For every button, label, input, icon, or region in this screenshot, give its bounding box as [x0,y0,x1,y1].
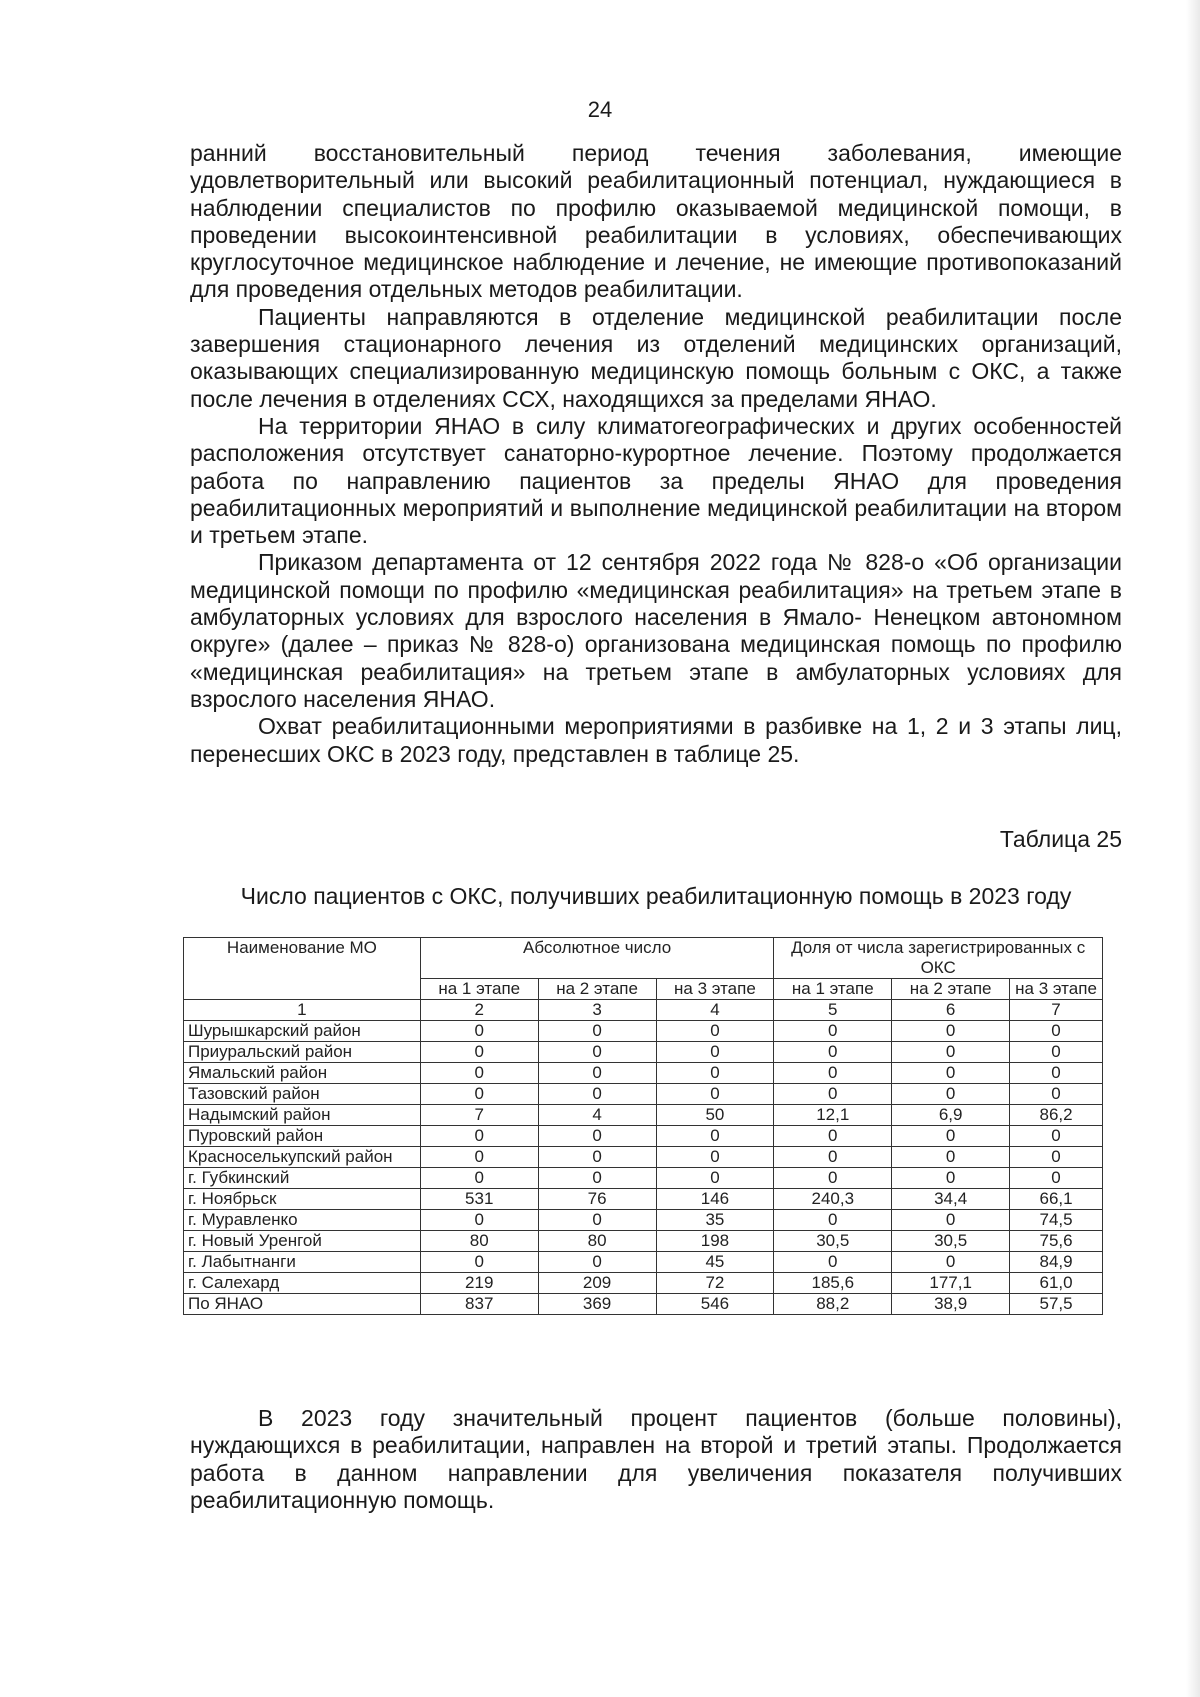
value-cell: 0 [420,1147,538,1168]
table-row [184,1021,1103,1042]
value-cell: 369 [538,1294,656,1315]
value-cell: 38,9 [892,1294,1010,1315]
header-absolute: Абсолютное число [420,938,774,979]
value-cell: 0 [420,1210,538,1231]
value-cell: 4 [538,1105,656,1126]
value-cell: 0 [420,1126,538,1147]
value-cell: 84,9 [1010,1252,1103,1273]
value-cell: 0 [538,1210,656,1231]
value-cell: 0 [420,1063,538,1084]
value-cell: 12,1 [774,1105,892,1126]
value-cell: 0 [656,1084,774,1105]
table-row [184,1168,1103,1189]
table-row [184,1126,1103,1147]
column-number: 6 [892,1000,1010,1021]
value-cell: 0 [1010,1084,1103,1105]
header-stage: на 1 этапе [420,979,538,1000]
value-cell: 66,1 [1010,1189,1103,1210]
value-cell: 0 [420,1168,538,1189]
value-cell: 0 [538,1063,656,1084]
paragraph: В 2023 году значительный процент пациентов (больше половины), нуждающихся в реабилитации, направлен на второй и третий этапы. Продолжается работа в данном направлении для увеличения показателя получивших реабилитационную помощь. [190,1405,1122,1513]
column-number: 2 [420,1000,538,1021]
value-cell: 0 [892,1084,1010,1105]
value-cell: 0 [774,1210,892,1231]
value-cell: 0 [774,1252,892,1273]
table-row [184,1063,1103,1084]
column-number: 1 [184,1000,421,1021]
column-number-row [184,1000,1103,1021]
value-cell: 837 [420,1294,538,1315]
value-cell: 0 [774,1168,892,1189]
table-row [184,1273,1103,1294]
header-share: Доля от числа зарегистрированных с ОКС [774,938,1103,979]
value-cell: 0 [656,1063,774,1084]
value-cell: 209 [538,1273,656,1294]
mo-name-cell: г. Лабытнанги [184,1252,421,1273]
table-row [184,1294,1103,1315]
value-cell: 0 [420,1252,538,1273]
mo-name-cell: Красноселькупский район [184,1147,421,1168]
value-cell: 57,5 [1010,1294,1103,1315]
value-cell: 0 [892,1063,1010,1084]
value-cell: 0 [538,1084,656,1105]
value-cell: 0 [538,1042,656,1063]
header-stage: на 1 этапе [774,979,892,1000]
value-cell: 177,1 [892,1273,1010,1294]
value-cell: 0 [538,1252,656,1273]
value-cell: 0 [1010,1168,1103,1189]
value-cell: 146 [656,1189,774,1210]
value-cell: 75,6 [1010,1231,1103,1252]
value-cell: 0 [1010,1126,1103,1147]
value-cell: 6,9 [892,1105,1010,1126]
column-number: 4 [656,1000,774,1021]
header-stage: на 2 этапе [538,979,656,1000]
mo-name-cell: Тазовский район [184,1084,421,1105]
value-cell: 0 [774,1021,892,1042]
value-cell: 0 [774,1084,892,1105]
value-cell: 0 [774,1126,892,1147]
header-mo-name: Наименование МО [184,938,421,1000]
value-cell: 0 [420,1084,538,1105]
value-cell: 0 [538,1147,656,1168]
value-cell: 0 [892,1252,1010,1273]
table-row [184,1189,1103,1210]
mo-name-cell: Надымский район [184,1105,421,1126]
value-cell: 0 [420,1021,538,1042]
closing-text [190,1405,1122,1514]
value-cell: 0 [774,1063,892,1084]
mo-name-cell: Пуровский район [184,1126,421,1147]
value-cell: 0 [656,1126,774,1147]
mo-name-cell: г. Муравленко [184,1210,421,1231]
value-cell: 74,5 [1010,1210,1103,1231]
mo-name-cell: По ЯНАО [184,1294,421,1315]
value-cell: 0 [1010,1147,1103,1168]
value-cell: 0 [892,1147,1010,1168]
paragraph: Пациенты направляются в отделение медицинской реабилитации после завершения стационарного лечения из отделений медицинских организаций, оказывающих специализированную медицинскую помощь больным с ОКС, а также после лечения в отделениях ССХ, находящихся за пределами ЯНАО. [190,303,1122,412]
table-row [184,1105,1103,1126]
table-label: Таблица 25 [999,826,1122,852]
value-cell: 0 [1010,1021,1103,1042]
value-cell: 80 [420,1231,538,1252]
header-stage: на 2 этапе [892,979,1010,1000]
table-row [184,1147,1103,1168]
value-cell: 0 [892,1168,1010,1189]
value-cell: 0 [656,1147,774,1168]
value-cell: 198 [656,1231,774,1252]
table-row [184,1042,1103,1063]
table-caption: Число пациентов с ОКС, получивших реабилитационную помощь в 2023 году [240,883,1072,909]
rehab-table [183,937,1103,1315]
mo-name-cell: Приуральский район [184,1042,421,1063]
value-cell: 185,6 [774,1273,892,1294]
column-number: 7 [1010,1000,1103,1021]
value-cell: 0 [656,1042,774,1063]
value-cell: 531 [420,1189,538,1210]
mo-name-cell: Ямальский район [184,1063,421,1084]
value-cell: 0 [892,1021,1010,1042]
table-row [184,1084,1103,1105]
paragraph: На территории ЯНАО в силу климатогеографических и других особенностей расположения отсутствует санаторно-курортное лечение. Поэтому продолжается работа по направлению пациентов за пределы ЯНАО для проведения реабилитационных мероприятий и выполнение медицинской реабилитации на втором и третьем этапе. [190,412,1122,549]
paragraph: ранний восстановительный период течения заболевания, имеющие удовлетворительный или высокий реабилитационный потенциал, нуждающиеся в наблюдении специалистов по профилю оказываемой медицинской помощи, в проведении высокоинтенсивной реабилитации в условиях, обеспечивающих круглосуточное медицинское наблюдение и лечение, не имеющие противопоказаний для проведения отдельных методов реабилитации. [190,140,1122,303]
value-cell: 0 [892,1126,1010,1147]
table-header-row [184,938,1103,979]
mo-name-cell: г. Новый Уренгой [184,1231,421,1252]
paragraph: Охват реабилитационными мероприятиями в разбивке на 1, 2 и 3 этапы лиц, перенесших ОКС в 2023 году, представлен в таблице 25. [190,713,1122,767]
mo-name-cell: г. Ноябрьск [184,1189,421,1210]
header-stage: на 3 этапе [1010,979,1103,1000]
table-body [184,1000,1103,1315]
value-cell: 61,0 [1010,1273,1103,1294]
value-cell: 88,2 [774,1294,892,1315]
value-cell: 0 [538,1126,656,1147]
value-cell: 34,4 [892,1189,1010,1210]
value-cell: 80 [538,1231,656,1252]
value-cell: 0 [420,1042,538,1063]
value-cell: 76 [538,1189,656,1210]
value-cell: 50 [656,1105,774,1126]
mo-name-cell: Шурышкарский район [184,1021,421,1042]
mo-name-cell: г. Салехард [184,1273,421,1294]
value-cell: 7 [420,1105,538,1126]
value-cell: 0 [892,1042,1010,1063]
value-cell: 0 [656,1168,774,1189]
body-text [190,140,1122,768]
table-row [184,1231,1103,1252]
table-row [184,1252,1103,1273]
value-cell: 30,5 [774,1231,892,1252]
value-cell: 0 [892,1210,1010,1231]
header-stage: на 3 этапе [656,979,774,1000]
value-cell: 0 [656,1021,774,1042]
value-cell: 240,3 [774,1189,892,1210]
value-cell: 0 [1010,1042,1103,1063]
value-cell: 0 [774,1042,892,1063]
table-row [184,1210,1103,1231]
value-cell: 86,2 [1010,1105,1103,1126]
mo-name-cell: г. Губкинский [184,1168,421,1189]
value-cell: 35 [656,1210,774,1231]
column-number: 5 [774,1000,892,1021]
page-number: 24 [587,97,613,122]
value-cell: 546 [656,1294,774,1315]
value-cell: 30,5 [892,1231,1010,1252]
value-cell: 0 [1010,1063,1103,1084]
value-cell: 0 [538,1021,656,1042]
column-number: 3 [538,1000,656,1021]
paragraph: Приказом департамента от 12 сентября 2022 года № 828-о «Об организации медицинской помощи по профилю «медицинская реабилитация» на третьем этапе в амбулаторных условиях для взрослого населения в Ямало- Ненецком автономном округе» (далее – приказ № 828-о) организована медицинская помощь по профилю «медицинская реабилитация» на третьем этапе в амбулаторных условиях для взрослого населения ЯНАО. [190,549,1122,712]
value-cell: 0 [774,1147,892,1168]
value-cell: 219 [420,1273,538,1294]
value-cell: 45 [656,1252,774,1273]
value-cell: 72 [656,1273,774,1294]
value-cell: 0 [538,1168,656,1189]
